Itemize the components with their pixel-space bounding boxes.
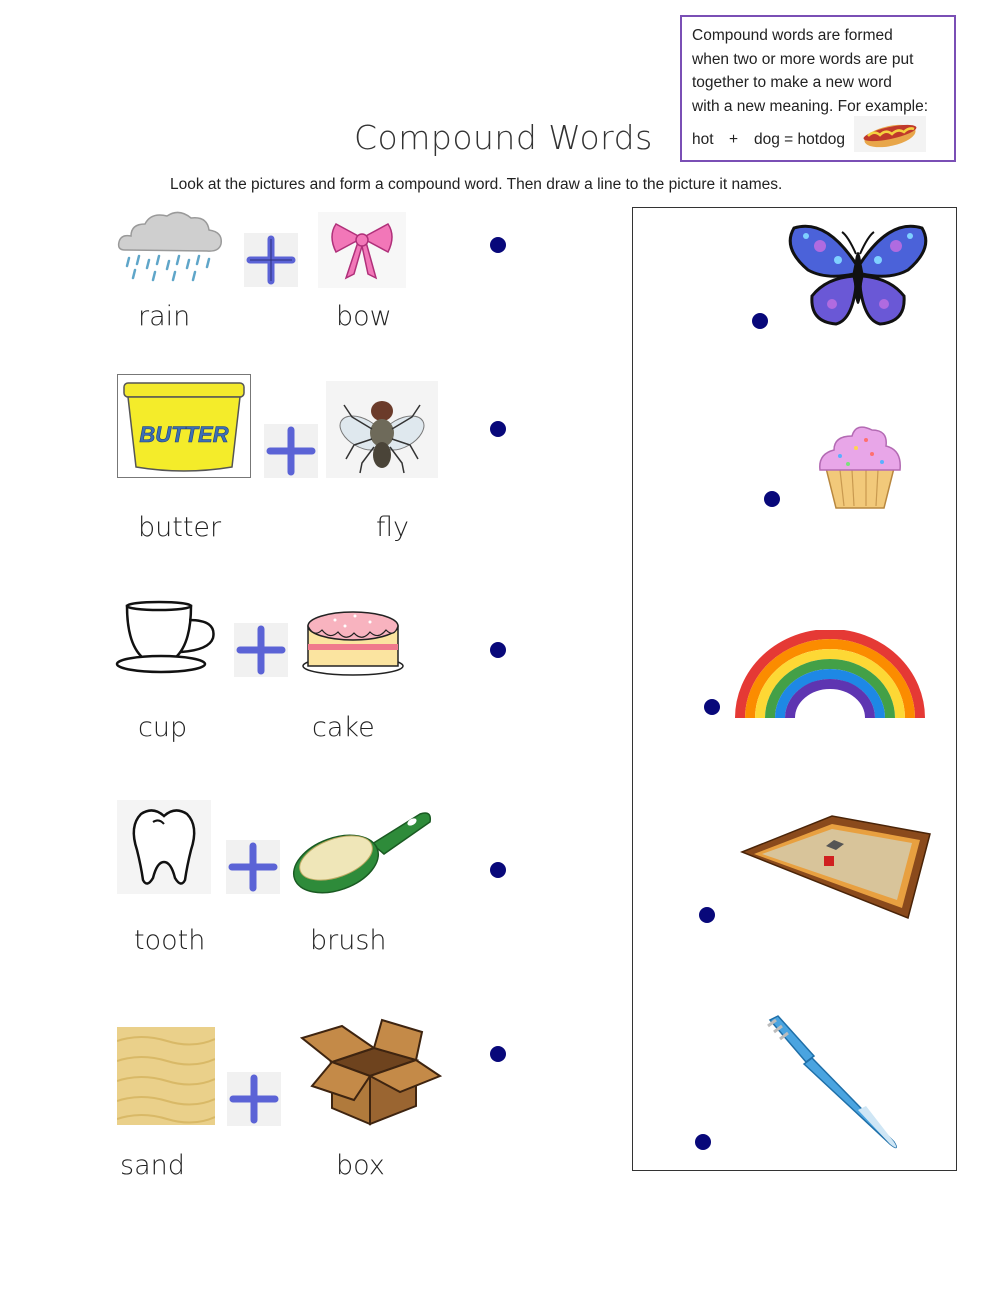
plus-sign <box>234 623 288 677</box>
word-tooth: tooth <box>134 925 206 956</box>
word-rain: rain <box>138 301 191 332</box>
bow-image <box>318 212 406 288</box>
word-brush: brush <box>310 925 387 956</box>
example-equation: dog = hotdog <box>754 131 845 148</box>
box-image <box>298 1016 442 1128</box>
cupcake-image[interactable] <box>816 420 904 510</box>
rainbow-image[interactable] <box>734 630 926 720</box>
hairbrush-image <box>292 808 434 896</box>
sandbox-image[interactable] <box>740 812 932 922</box>
word-bow: bow <box>336 301 392 332</box>
definition-line-4: with a new meaning. For example: <box>692 97 929 115</box>
plus-sign <box>227 1072 281 1126</box>
fly-image <box>326 381 438 478</box>
definition-line-1: Compound words are formed <box>692 27 893 44</box>
tooth-image <box>117 800 211 894</box>
definition-line-2: when two or more words are put <box>692 50 914 68</box>
match-dot-left-4[interactable] <box>490 862 506 878</box>
example-plus: + <box>729 131 739 148</box>
sand-image <box>117 1027 215 1125</box>
word-cup: cup <box>138 712 188 743</box>
rain-cloud-image <box>115 206 227 284</box>
word-box: box <box>336 1150 385 1181</box>
cake-image <box>300 602 406 678</box>
plus-sign <box>264 424 318 478</box>
match-dot-right-1[interactable] <box>752 313 768 329</box>
toothbrush-image[interactable] <box>762 1014 904 1154</box>
match-dot-right-4[interactable] <box>699 907 715 923</box>
word-sand: sand <box>120 1150 185 1181</box>
match-dot-right-2[interactable] <box>764 491 780 507</box>
word-cake: cake <box>312 712 375 743</box>
word-fly: fly <box>376 512 409 543</box>
match-dot-left-2[interactable] <box>490 421 506 437</box>
page-title: Compound Words <box>354 118 653 157</box>
plus-sign <box>244 233 298 287</box>
butter-image <box>117 374 251 478</box>
butterfly-image[interactable] <box>786 224 930 328</box>
example-row <box>692 124 944 158</box>
hotdog-image <box>854 116 926 152</box>
match-dot-right-5[interactable] <box>695 1134 711 1150</box>
butter-label: BUTTER <box>139 422 229 447</box>
cup-image <box>115 600 219 678</box>
match-dot-left-1[interactable] <box>490 237 506 253</box>
match-dot-left-3[interactable] <box>490 642 506 658</box>
example-word-1: hot <box>692 131 714 148</box>
definition-line-3: together to make a new word <box>692 74 892 91</box>
plus-sign <box>226 840 280 894</box>
instructions: Look at the pictures and form a compound word. Then draw a line to the picture it names. <box>170 176 783 193</box>
definition-box <box>680 15 956 162</box>
match-dot-right-3[interactable] <box>704 699 720 715</box>
word-butter: butter <box>138 512 222 543</box>
match-dot-left-5[interactable] <box>490 1046 506 1062</box>
